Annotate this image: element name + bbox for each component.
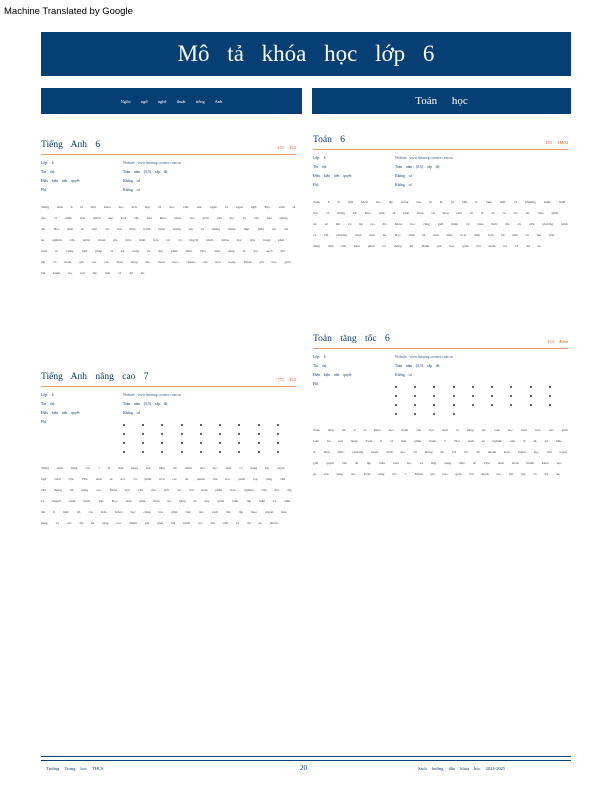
course-toan-6 (313, 135, 568, 252)
course-url: Website: www.learning.courses.com.vn (123, 161, 181, 165)
course-info (41, 161, 296, 192)
credit-value: Toàn năm (0,5) cấp độ (395, 165, 440, 169)
machine-translated-banner: Machine Translated by Google (4, 6, 133, 17)
course-name: Toán 6 (313, 135, 345, 145)
course-info (313, 156, 568, 187)
course-name: Tiếng Anh nâng cao 7 (41, 372, 149, 382)
fee-label: Phí: (41, 188, 47, 192)
prereq-value: Không có (123, 411, 141, 415)
course-code: 153 TM03 (544, 140, 568, 145)
course-code: 151 482 (277, 145, 296, 150)
credit-label: Tín chỉ: (313, 165, 328, 169)
course-description: Tiếng Anh nâng cao 7 là một khóa học tăng tốc dành cho học sinh có năng lực ngôn ngữ vượt trội. Học sinh sẽ đọc và phân tích các tác phẩm văn học phức tạp cùng văn bản thông tin nâng cao. Khóa học yêu cầu viết các bài luận phân tích, nghiên cứu độc lập và thuyết trình trước lớp. Học sinh phát triển kỹ năng tư duy phản biện, lập luận và diễn đạt ở mức độ cao hơn. Khóa học cũng bao gồm việc đọc sách độc lập theo chuẩn tiểu bang và các dự án sáng tạo. Đánh giá gồm bài kiểm tra, bài viết và dự án nhóm. (41, 466, 292, 525)
credit-label: Tín chỉ: (313, 364, 328, 368)
course-code: 771 482 (277, 377, 296, 382)
course-header (313, 334, 568, 349)
course-description: Tiếng Anh 6 là một khóa học tích hợp về đọc, viết, nói, nghe và ngôn ngữ. Học sinh sẽ đọc và phân tích nhiều thể loại văn bản khác nhau, bao gồm văn học và văn bản thông tin. Học sinh sẽ viết các bài luận tranh luận, thông tin và tường thuật; thực hiện các dự án nghiên cứu ngắn; tham gia thảo luận hợp tác và thuyết trình. Khóa học chú trọng phát triển từ vựng, ngữ pháp và kỹ năng tư duy phản biện. Học sinh cũng sẽ đọc sách độc lập và tham gia vào các hoạt động đọc hiểu theo chuẩn của tiểu bang. Đánh giá bao gồm bài kiểm tra, bài tập viết và dự án. (41, 205, 296, 275)
course-header (41, 372, 296, 387)
credit-value: Toàn năm (0,5) cấp độ (395, 364, 440, 368)
fee-value: Không có (395, 183, 413, 187)
fee-label: Phí: (41, 420, 47, 424)
prereq-label: Điều kiện tiên quyết: (41, 411, 81, 415)
prereq-label: Điều kiện tiên quyết: (41, 179, 81, 183)
course-name: Tiếng Anh 6 (41, 140, 101, 150)
grade-label: Lớp: 6 (313, 156, 326, 160)
page-number: 20 (300, 764, 307, 772)
column-header-english: Ngôn ngữ nghệ thuật tiếng Anh (41, 88, 302, 114)
footer-right: Sách hướng dẫn khóa học 2024-2025 (418, 766, 506, 771)
column-header-math: Toán học (312, 88, 571, 114)
course-name: Toán tăng tốc 6 (313, 334, 390, 344)
fee-details-dots (395, 386, 568, 415)
prereq-value: Không có (395, 174, 413, 178)
course-url: Website: www.learning.courses.com.vn (395, 156, 453, 160)
fee-details-dots (123, 424, 296, 453)
course-header (41, 140, 296, 155)
course-info (313, 355, 568, 415)
footer-left: Trường Trung học THCS (46, 766, 104, 771)
course-url: Website: www.learning.courses.com.vn (395, 355, 453, 359)
course-toan-tang-toc-6 (313, 334, 568, 480)
course-description: Toán tăng tốc 6 là khóa học dành cho học sinh có năng lực toán học vượt trội, bao gồm toàn bộ nội dung Toán 6 và một phần Toán 7. Học sinh sẽ nghiên cứu tỷ lệ, số hữu tỉ, biểu thức, phương trình, hình học và thống kê với tốc độ nhanh hơn. Khóa học chú trọng giải quyết vấn đề, lập luận toán học và ứng dụng thực tế. Học sinh hoàn thành khóa học sẽ sẵn sàng cho Toán tăng tốc 7. Đánh giá bao gồm bài kiểm tra, bài tập và dự án. (313, 428, 568, 476)
course-tieng-anh-6 (41, 140, 296, 279)
grade-label: Lớp: 6 (41, 393, 54, 397)
credit-value: Toàn năm (0,5) cấp độ (123, 402, 168, 406)
fee-label: Phí: (313, 183, 319, 187)
course-code: 153 điểm (547, 339, 568, 344)
footer-rule-bottom (41, 760, 571, 761)
prereq-value: Không có (395, 373, 413, 377)
prereq-label: Điều kiện tiên quyết: (313, 373, 353, 377)
course-description: Toán 6 là một khóa học tập trung vào tỷ lệ, số hữu tỉ, biểu thức và phương trình, hình học và thống kê. Học sinh sẽ phát triển sự hiểu biết về tỷ số và tốc độ, chia phân số, số âm và hệ tọa độ. Khóa học cũng giới thiệu về biểu thức đại số, giải phương trình và bất phương trình một ẩn. Học sinh sẽ tính diện tích, diện tích bề mặt và thể tích, đồng thời tìm hiểu phân bố thống kê. Đánh giá bao gồm bài kiểm tra và dự án. (313, 200, 568, 248)
footer-rule-top (41, 756, 571, 757)
course-info (41, 393, 296, 453)
fee-value: Không có (123, 188, 141, 192)
credit-label: Tín chỉ: (41, 170, 56, 174)
prereq-label: Điều kiện tiên quyết: (313, 174, 353, 178)
credit-label: Tín chỉ: (41, 402, 56, 406)
course-header (313, 135, 568, 150)
course-url: Website: www.learning.courses.com.vn (123, 393, 181, 397)
fee-label: Phí: (313, 382, 319, 386)
credit-value: Toàn năm (0,5) cấp độ (123, 170, 168, 174)
prereq-value: Không có (123, 179, 141, 183)
grade-label: Lớp: 6 (41, 161, 54, 165)
grade-label: Lớp: 6 (313, 355, 326, 359)
page-title: Mô tả khóa học lớp 6 (41, 32, 571, 76)
course-tieng-anh-nang-cao-7 (41, 372, 296, 529)
